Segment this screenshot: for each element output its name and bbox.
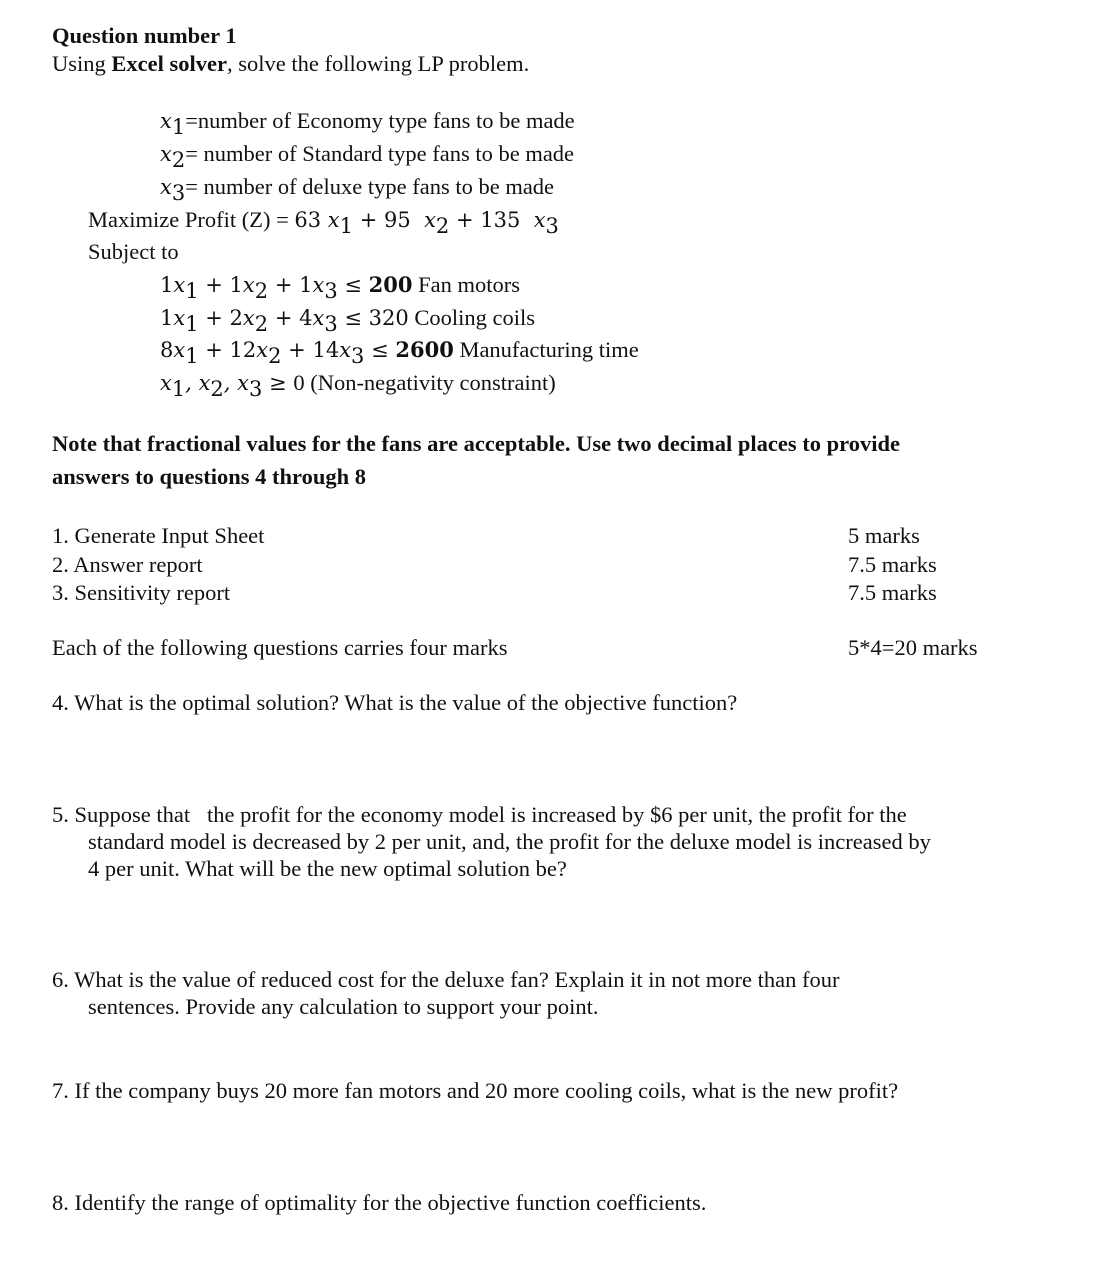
intro-bold: Excel solver: [111, 51, 227, 76]
constraint-label: Cooling coils: [414, 305, 535, 330]
constraint-nonnegativity: $x_1$, $x_2$, $x_3 \ge 0$ (Non-negativity constraint): [160, 370, 556, 401]
coef: 1: [229, 273, 243, 297]
question-6-line-1: 6. What is the value of reduced cost for the deluxe fan? Explain it in not more than four: [52, 967, 840, 992]
var-subscript: 3: [171, 180, 186, 205]
var-description: = number of deluxe type fans to be made: [185, 174, 555, 199]
constraint-rhs: 2600: [395, 337, 454, 362]
var-subscript: 2: [171, 147, 186, 172]
coef: 1: [299, 273, 313, 297]
task-marks: 7.5 marks: [848, 580, 937, 605]
nonneg-rhs: 0: [293, 370, 305, 395]
var-symbol: x: [160, 109, 172, 133]
objective-coef-1: 63: [294, 208, 322, 232]
nonneg-label: (Non-negativity constraint): [310, 370, 556, 395]
intro-suffix: , solve the following LP problem.: [226, 51, 530, 76]
subject-to: Subject to: [88, 239, 179, 264]
constraint-rhs: 200: [368, 272, 413, 297]
each-question-marks-note: Each of the following questions carries four marks: [52, 635, 508, 660]
coef: 8: [160, 338, 174, 362]
intro-prefix: Using: [52, 51, 112, 76]
constraint-manufacturing-time: $8x_1 + 12x_2 + 14x_3 \le 2600$ Manufacturing time: [160, 337, 639, 368]
question-5-line-1: 5. Suppose that the profit for the economy model is increased by $6 per unit, the profit for the: [52, 802, 907, 827]
var-description: =number of Economy type fans to be made: [185, 108, 575, 133]
question-5: [52, 801, 931, 882]
constraint-fan-motors: $1x_1 + 1x_2 + 1x_3 \le 200$ Fan motors: [160, 272, 520, 303]
coef: 1: [160, 273, 174, 297]
note-line-1: Note that fractional values for the fans are acceptable. Use two decimal places to provide: [52, 431, 900, 456]
intro-line: [52, 50, 529, 77]
coef: 1: [160, 306, 174, 330]
task-item: 2. Answer report: [52, 552, 203, 577]
var-subscript: 1: [171, 114, 186, 139]
total-question-marks: 5*4=20 marks: [848, 635, 978, 660]
question-8: 8. Identify the range of optimality for the objective function coefficients.: [52, 1190, 707, 1215]
question-5-line-2: standard model is decreased by 2 per unit, and, the profit for the deluxe model is increased by: [88, 829, 931, 854]
question-6: [52, 966, 839, 1020]
objective-coef-3: 135: [480, 208, 521, 232]
var-symbol: x: [160, 175, 172, 199]
task-marks: 5 marks: [848, 523, 920, 548]
constraint-label: Fan motors: [418, 272, 520, 297]
objective-function: Maximize Profit (Z) = 63 $x_1 + 95$ $x_2 + 135$ $x_3$: [88, 207, 559, 238]
var-symbol: x: [160, 142, 172, 166]
coef: 12: [229, 338, 257, 362]
task-item: 3. Sensitivity report: [52, 580, 231, 605]
question-6-line-2: sentences. Provide any calculation to support your point.: [88, 994, 599, 1019]
constraint-rhs: 320: [368, 306, 409, 330]
var-description: = number of Standard type fans to be made: [185, 141, 575, 166]
coef: 4: [299, 306, 313, 330]
constraint-cooling-coils: $1x_1 + 2x_2 + 4x_3 \le 320$ Cooling coils: [160, 305, 535, 336]
variable-def-3: [160, 173, 555, 205]
task-item: 1. Generate Input Sheet: [52, 523, 265, 548]
coef: 2: [229, 306, 243, 330]
question-4: 4. What is the optimal solution? What is the value of the objective function?: [52, 690, 738, 715]
objective-coef-2: 95: [383, 208, 411, 232]
objective-label: Maximize Profit (Z) =: [88, 207, 295, 232]
question-title: Question number 1: [52, 23, 237, 48]
variable-def-2: [160, 140, 575, 172]
question-7: 7. If the company buys 20 more fan motors and 20 more cooling coils, what is the new profit?: [52, 1078, 899, 1103]
question-5-line-3: 4 per unit. What will be the new optimal solution be?: [88, 856, 567, 881]
task-marks: 7.5 marks: [848, 552, 937, 577]
variable-def-1: [160, 107, 575, 139]
coef: 14: [312, 338, 340, 362]
constraint-label: Manufacturing time: [459, 337, 639, 362]
note-line-2: answers to questions 4 through 8: [52, 464, 367, 489]
